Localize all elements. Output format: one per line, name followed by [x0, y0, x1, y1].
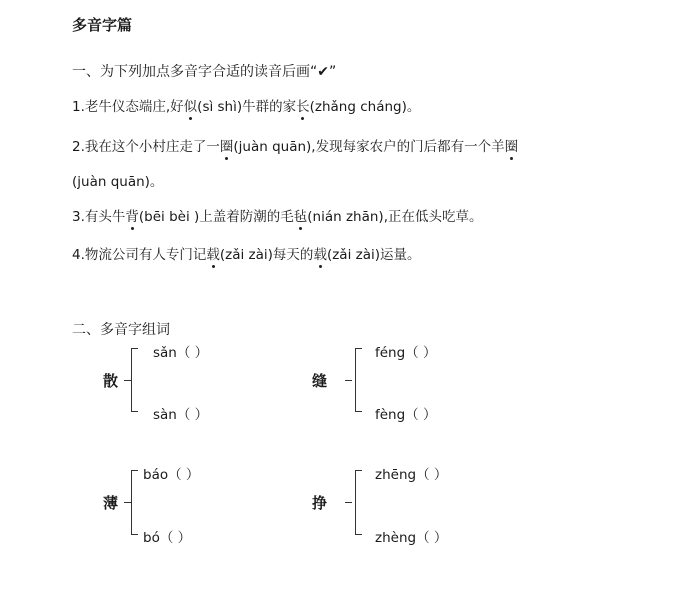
line-text: (juàn quān)。: [72, 174, 164, 190]
question-line-2-continued: [72, 170, 163, 190]
pinyin-bottom: sàn（ ）: [153, 407, 209, 423]
section-2-title: 二、多音字组词: [72, 322, 170, 338]
pinyin-bottom: zhèng（ ）: [375, 530, 448, 546]
brace: [355, 470, 362, 535]
dotted-char: 似: [184, 95, 198, 115]
line-text: (bēi bèi )上盖着防潮的毛: [138, 209, 294, 225]
question-line-2: [72, 135, 518, 155]
dotted-char: 载: [313, 243, 327, 263]
line-text: 1.老牛仪态端庄,好: [72, 99, 184, 115]
pinyin-top: zhēng（ ）: [375, 467, 448, 483]
dotted-char: 长: [296, 95, 310, 115]
question-line-1: [72, 95, 420, 115]
dotted-char: 圈: [220, 135, 234, 155]
brace: [355, 348, 362, 412]
group-character: 散: [103, 372, 119, 390]
pinyin-bottom: bó（ ）: [143, 530, 192, 546]
question-line-3: [72, 205, 483, 225]
pinyin-top: báo（ ）: [143, 467, 200, 483]
brace-tick: [345, 502, 352, 503]
brace: [131, 470, 138, 535]
section-1-title: 一、为下列加点多音字合适的读音后画“✔”: [72, 64, 337, 80]
group-character: 挣: [312, 494, 328, 512]
brace-tick: [124, 502, 131, 503]
dotted-char: 背: [125, 205, 139, 225]
pinyin-top: féng（ ）: [375, 345, 437, 361]
pinyin-bottom: fèng（ ）: [375, 407, 437, 423]
line-text: 3.有头牛: [72, 209, 126, 225]
line-text: (nián zhān),正在低头吃草。: [307, 209, 483, 225]
dotted-char: 圈: [505, 135, 519, 155]
group-character: 缝: [312, 372, 328, 390]
brace-tick: [345, 380, 352, 381]
brace: [131, 348, 138, 412]
group-character: 薄: [103, 494, 119, 512]
line-text: 4.物流公司有人专门记: [72, 247, 207, 263]
question-line-4: [72, 243, 420, 263]
line-text: (sì shì)牛群的家: [197, 99, 297, 115]
page-title: 多音字篇: [72, 16, 133, 34]
pinyin-top: sǎn（ ）: [153, 345, 209, 361]
line-text: (zǎi zài)运量。: [326, 247, 421, 263]
brace-tick: [124, 380, 131, 381]
dotted-char: 毡: [294, 205, 308, 225]
dotted-char: 载: [206, 243, 220, 263]
line-text: 2.我在这个小村庄走了一: [72, 139, 220, 155]
line-text: (juàn quān),发现每家农户的门后都有一个羊: [233, 139, 505, 155]
line-text: (zhǎng cháng)。: [309, 99, 421, 115]
line-text: (zǎi zài)每天的: [219, 247, 314, 263]
